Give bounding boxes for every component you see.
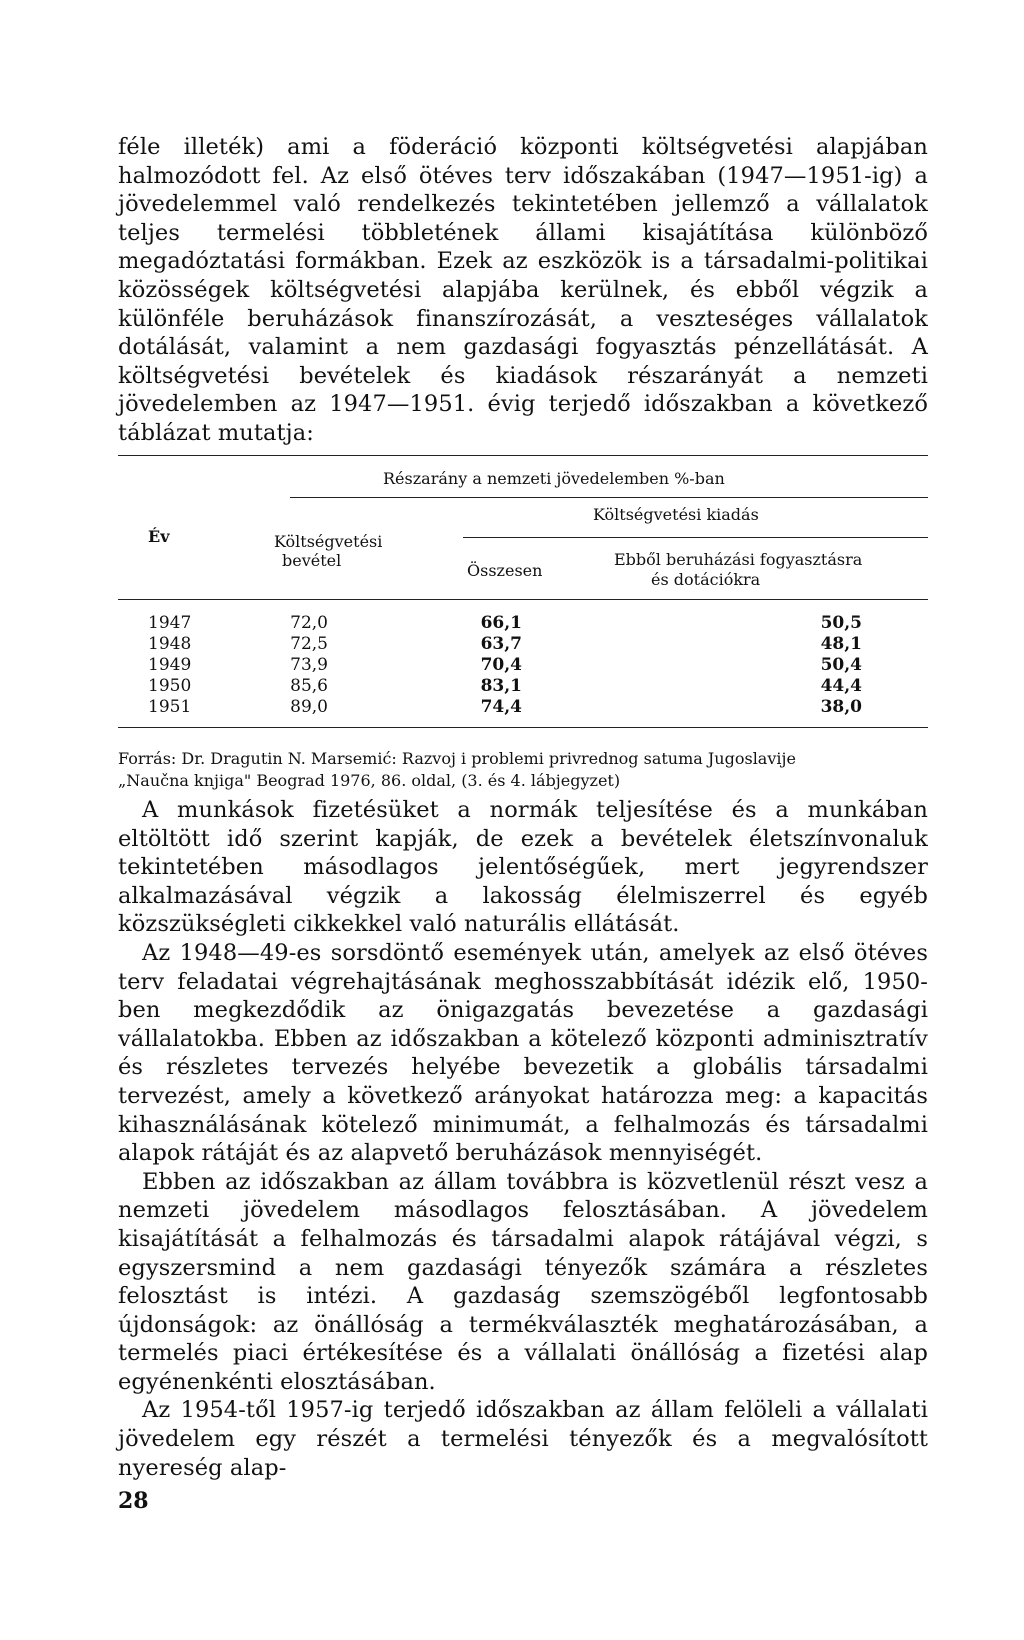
table-col-expense-group: Költségvetési kiadás bbox=[593, 505, 759, 524]
table-bottom-rule bbox=[118, 727, 928, 728]
row-consumption: 48,1 bbox=[820, 634, 862, 654]
intro-text bbox=[118, 133, 928, 448]
row-consumption: 44,4 bbox=[820, 676, 862, 696]
row-total: 83,1 bbox=[480, 676, 522, 696]
row-revenue: 85,6 bbox=[290, 676, 328, 696]
row-year: 1947 bbox=[148, 613, 192, 633]
source-line-2: „Naučna knjiga" Beograd 1976, 86. oldal, (3. és 4. lábjegyzet) bbox=[118, 771, 621, 790]
table-source bbox=[118, 748, 796, 792]
row-consumption: 50,4 bbox=[820, 655, 862, 675]
row-revenue: 73,9 bbox=[290, 655, 328, 675]
table-header-main: Részarány a nemzeti jövedelemben %-ban bbox=[383, 469, 725, 488]
row-year: 1948 bbox=[148, 634, 192, 654]
row-total: 66,1 bbox=[480, 613, 522, 633]
table-subheader-rule bbox=[463, 537, 928, 538]
row-total: 63,7 bbox=[480, 634, 522, 654]
paragraph: Ebben az időszakban az állam továbbra is közvetlenül részt vesz a nemzeti jövedelem másodlagos felosztásában. A jövedelem kisajátítását a felhalmozás és társadalmi alapok rátájával végzi, s egyszersmind a nem gazdasági tényezők számára a részletes felosztást is intézi. A gazdaság szemszögéből legfontosabb újdonságok: az önállóság a termékválaszték meghatározásában, a termelés piaci értékesítése és a vállalati önállóság a fizetési alap egyénenkénti elosztásában. bbox=[118, 1168, 928, 1395]
row-revenue: 89,0 bbox=[290, 697, 328, 717]
row-year: 1949 bbox=[148, 655, 192, 675]
row-consumption: 50,5 bbox=[820, 613, 862, 633]
table-col-sub-1: Ebből beruházási fogyasztásra bbox=[614, 550, 863, 569]
table-top-rule bbox=[118, 455, 928, 456]
row-revenue: 72,5 bbox=[290, 634, 328, 654]
source-line-1: Forrás: Dr. Dragutin N. Marsemić: Razvoj i problemi privrednog satuma Jugoslavije bbox=[118, 749, 796, 768]
paragraph: Az 1948—49-es sorsdöntő események után, amelyek az első ötéves terv feladatai végrehajtásának meghosszabbítását idézik elő, 1950-ben megkezdődik az önigazgatás bevezetése a gazdasági vállalatokba. Ebben az időszakban a kötelező központi adminisztratív és részletes tervezés helyébe bevezetik a globális társadalmi tervezést, amely a következő arányokat határozza meg: a kapacitás kihasználásának kötelező minimumát, a felhalmozás és társadalmi alapok rátáját és az alapvető beruházások mennyiségét. bbox=[118, 939, 928, 1167]
row-year: 1951 bbox=[148, 697, 192, 717]
table-col-revenue-1: Költségvetési bbox=[274, 532, 383, 551]
table-header-bottom-rule bbox=[118, 599, 928, 600]
row-revenue: 72,0 bbox=[290, 613, 328, 633]
row-total: 70,4 bbox=[480, 655, 522, 675]
body-text bbox=[118, 796, 928, 1482]
paragraph: Az 1954-től 1957-ig terjedő időszakban az állam felöleli a vállalati jövedelem egy részét a termelési tényezők és a megvalósított nyereség alap- bbox=[118, 1397, 928, 1481]
row-year: 1950 bbox=[148, 676, 192, 696]
table-col-total: Összesen bbox=[467, 561, 543, 580]
table-col-sub-2: és dotációkra bbox=[651, 570, 761, 589]
row-total: 74,4 bbox=[480, 697, 522, 717]
page-number: 28 bbox=[118, 1488, 149, 1514]
table-col-revenue-2: bevétel bbox=[282, 551, 342, 570]
table-col-year: Év bbox=[148, 527, 170, 546]
table-header-rule bbox=[290, 497, 928, 498]
row-consumption: 38,0 bbox=[820, 697, 862, 717]
paragraph: A munkások fizetésüket a normák teljesítése és a munkában eltöltött idő szerint kapják, de ezek a bevételek életszínvonaluk tekintetében másodlagos jelentőségűek, mert jegyrendszer alkalmazásával végzik a lakosság élelmiszerrel és egyéb közszükségleti cikkekkel való naturális ellátását. bbox=[118, 797, 928, 938]
intro-paragraph: féle illeték) ami a föderáció központi költségvetési alapjában halmozódott fel. Az első ötéves terv időszakában (1947—1951-ig) a jövedelemmel való rendelkezés tekintetében jellemző a vállalatok teljes termelési többletének állami kisajátítása különböző megadóztatási formákban. Ezek az eszközök is a társadalmi-politikai közösségek költségvetési alapjába kerülnek, és ebből végzik a különféle beruházások finanszírozását, a veszteséges vállalatok dotálását, valamint a nem gazdasági fogyasztás pénzellátását. A költségvetési bevételek és kiadások részarányát a nemzeti jövedelemben az 1947—1951. évig terjedő időszakban a következő táblázat mutatja: bbox=[118, 134, 928, 446]
